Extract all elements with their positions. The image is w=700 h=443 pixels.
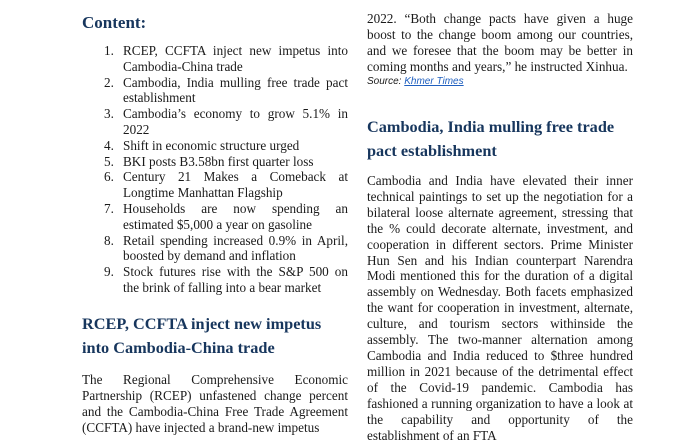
item-text: BKI posts B3.58bn first quarter loss xyxy=(123,153,314,169)
contents-item[interactable] xyxy=(82,106,348,138)
item-number: 4. xyxy=(104,137,114,153)
item-text: RCEP, CCFTA inject new impetus into Cambodia-China trade xyxy=(123,43,348,74)
item-number: 3. xyxy=(104,106,114,122)
article-rcep-continued xyxy=(367,11,633,88)
contents-item[interactable] xyxy=(82,154,348,170)
contents-item[interactable] xyxy=(82,75,348,107)
item-text: Stock futures rise with the S&P 500 on the brink of falling into a bear market xyxy=(123,264,348,295)
source-line xyxy=(367,76,633,88)
article-body: Cambodia and India have elevated their inner technical paintings to set up the negotiation for a bilateral loose alternate agreement, stressing that the % could decorate alternate, investment, and cooperation in different sectors. Prime Minister Hun Sen and his Indian counterpart Narendra Modi mentioned this for the duration of a digital assembly on Wednesday. Both facets emphasized the want for cooperation in investment, alternate, culture, and tourism sectors withinside the assembly. The two-manner alternation among Cambodia and India reduced to $three hundred million in 2021 because of the detrimental effect of the Covid-19 pandemic. Cambodia has fashioned a running organization to have a look at the capability and opportunity of the establishment of an FTA xyxy=(367,173,633,443)
article-india xyxy=(367,115,633,443)
source-label: Source: xyxy=(367,75,402,87)
contents-list xyxy=(82,43,348,296)
item-number: 8. xyxy=(104,232,114,248)
item-number: 2. xyxy=(104,74,114,90)
item-number: 5. xyxy=(104,153,114,169)
item-number: 7. xyxy=(104,200,114,216)
item-number: 1. xyxy=(104,43,114,58)
article-rcep xyxy=(82,312,348,436)
item-number: 9. xyxy=(104,264,114,280)
article-body: The Regional Comprehensive Economic Partnership (RCEP) unfastened change percent and the Cambodia-China Free Trade Agreement (CCFTA) have injected a brand-new impetus xyxy=(82,372,348,435)
item-number: 6. xyxy=(104,169,114,185)
contents-item[interactable] xyxy=(82,233,348,265)
contents-heading: Content: xyxy=(82,13,147,32)
item-text: Century 21 Makes a Comeback at Longtime Manhattan Flagship xyxy=(123,169,348,201)
article-body-continued: 2022. “Both change pacts have given a huge boost to the change boom among our countries, and we foresee that the boom may be better in coming months and years,” he instructed Xinhua. xyxy=(367,11,633,74)
item-text: Retail spending increased 0.9% in April, boosted by demand and inflation xyxy=(123,232,348,264)
contents-item[interactable] xyxy=(82,43,348,75)
item-text: Shift in economic structure urged xyxy=(123,137,300,153)
article-title: RCEP, CCFTA inject new impetus into Cambodia-China trade xyxy=(82,314,322,357)
article-title: Cambodia, India mulling free trade pact establishment xyxy=(367,117,615,160)
source-link[interactable]: Khmer Times xyxy=(404,75,464,87)
contents-item[interactable] xyxy=(82,201,348,233)
contents-item[interactable] xyxy=(82,169,348,201)
contents-item[interactable] xyxy=(82,264,348,296)
item-text: Cambodia’s economy to grow 5.1% in 2022 xyxy=(123,106,348,137)
contents-item[interactable] xyxy=(82,138,348,154)
item-text: Households are now spending an estimated $5,000 a year on gasoline xyxy=(123,200,348,232)
item-text: Cambodia, India mulling free trade pact establishment xyxy=(123,74,348,106)
